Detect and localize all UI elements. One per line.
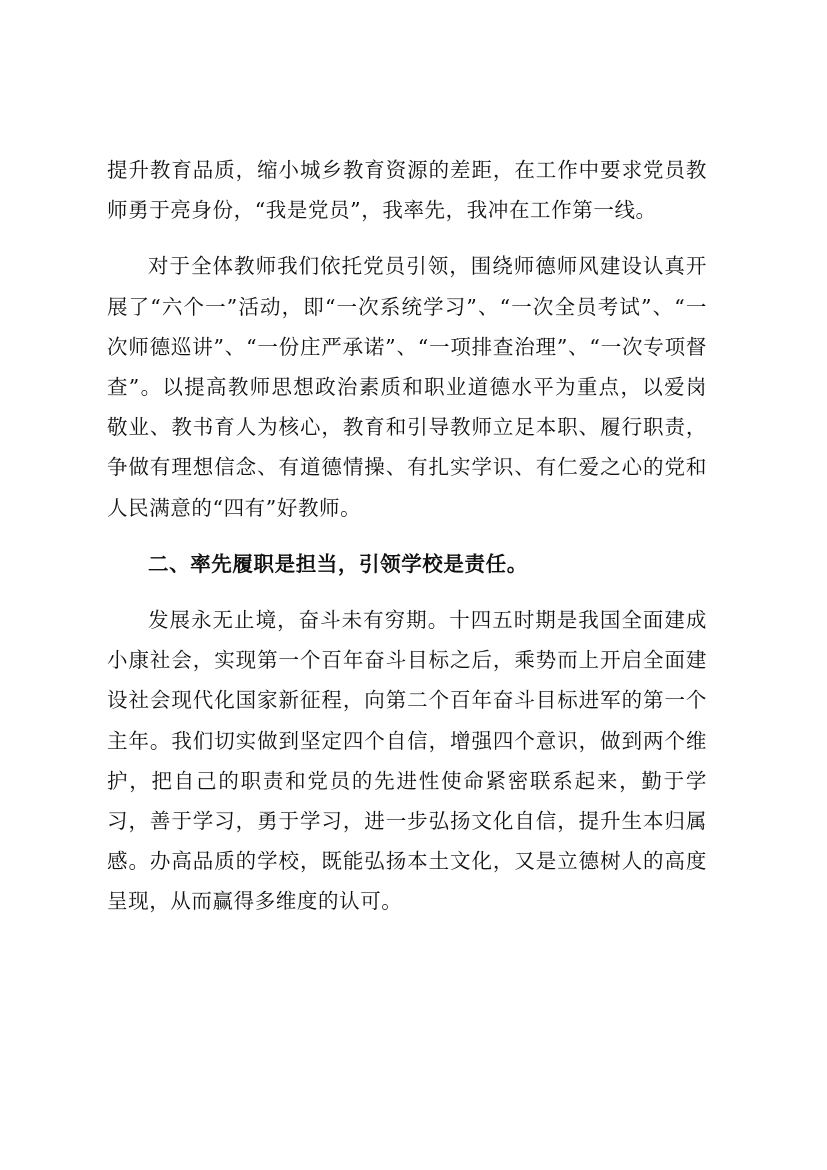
section-heading: 二、率先履职是担当，引领学校是责任。 — [148, 551, 528, 576]
paragraph-2: 对于全体教师我们依托党员引领，围绕师德师风建设认真开展了“六个一”活动，即“一次系统学习”、“一次全员考试”、“一次师德巡讲”、“一份庄严承诺”、“一项排查治理”、“一次专项督查”。以提高教师思想政治素质和职业道德水平为重点，以爱岗敬业、教书育人为核心，教育和引导教师立足本职、履行职责，争做有理想信念、有道德情操、有扎实学识、有仁爱之心的党和人民满意的“四有”好教师。 — [107, 254, 707, 520]
document-body — [107, 150, 707, 922]
paragraph-1: 提升教育品质，缩小城乡教育资源的差距，在工作中要求党员教师勇于亮身份，“我是党员”，我率先，我冲在工作第一线。 — [107, 158, 707, 223]
paragraph-3: 发展永无止境，奋斗未有穷期。十四五时期是我国全面建成小康社会，实现第一个百年奋斗目标之后，乘势而上开启全面建设社会现代化国家新征程，向第二个百年奋斗目标进军的第一个主年。我们切实做到坚定四个自信，增强四个意识，做到两个维护，把自己的职责和党员的先进性使命紧密联系起来，勤于学习，善于学习，勇于学习，进一步弘扬文化自信，提升生本归属感。办高品质的学校，既能弘扬本土文化，又是立德树人的高度呈现，从而赢得多维度的认可。 — [107, 608, 707, 914]
